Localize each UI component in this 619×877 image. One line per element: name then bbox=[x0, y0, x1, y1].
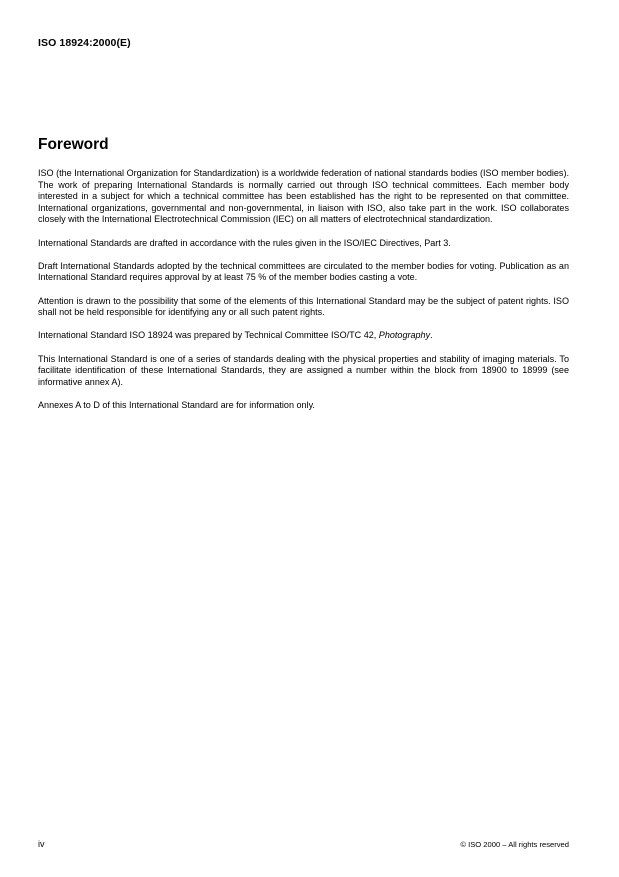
committee-subject: Photography bbox=[378, 330, 431, 341]
prepared-by-period: . bbox=[430, 330, 433, 341]
paragraph-patent-rights: Attention is drawn to the possibility that some of the elements of this International Standard may be the subject of patent rights. ISO shall not be held responsible for identifying any or all such patent rights. bbox=[38, 295, 569, 318]
paragraph-drafting-rules: International Standards are drafted in accordance with the rules given in the ISO/IEC Directives, Part 3. bbox=[38, 237, 451, 248]
paragraph-annexes: Annexes A to D of this International Standard are for information only. bbox=[38, 399, 315, 410]
foreword-body bbox=[38, 168, 569, 423]
section-title: Foreword bbox=[38, 136, 109, 153]
paragraph-voting: Draft International Standards adopted by the technical committees are circulated to the member bodies for voting. Publication as an International Standard requires approval by at least 75 % of the member bodies casting a vote. bbox=[38, 260, 569, 283]
prepared-by-text: International Standard ISO 18924 was prepared by Technical Committee ISO/TC 42, bbox=[38, 330, 377, 341]
page-number: iv bbox=[38, 839, 45, 849]
paragraph-series: This International Standard is one of a series of standards dealing with the physical properties and stability of imaging materials. To facilitate identification of these International Standards, they are assigned a number within the block from 18900 to 18999 (see informative annex A). bbox=[38, 353, 569, 387]
paragraph-iso-organization: ISO (the International Organization for Standardization) is a worldwide federation of national standards bodies (ISO member bodies). The work of preparing International Standards is normally carried out through ISO technical committees. Each member body interested in a subject for which a technical committee has been established has the right to be represented on that committee. International organizations, governmental and non-governmental, in liaison with ISO, also take part in the work. ISO collaborates closely with the International Electrotechnical Commission (IEC) on all matters of electrotechnical standardization. bbox=[38, 168, 569, 225]
document-id-header: ISO 18924:2000(E) bbox=[38, 37, 131, 49]
copyright-notice: © ISO 2000 – All rights reserved bbox=[460, 840, 569, 849]
paragraph-prepared-by bbox=[38, 330, 569, 342]
